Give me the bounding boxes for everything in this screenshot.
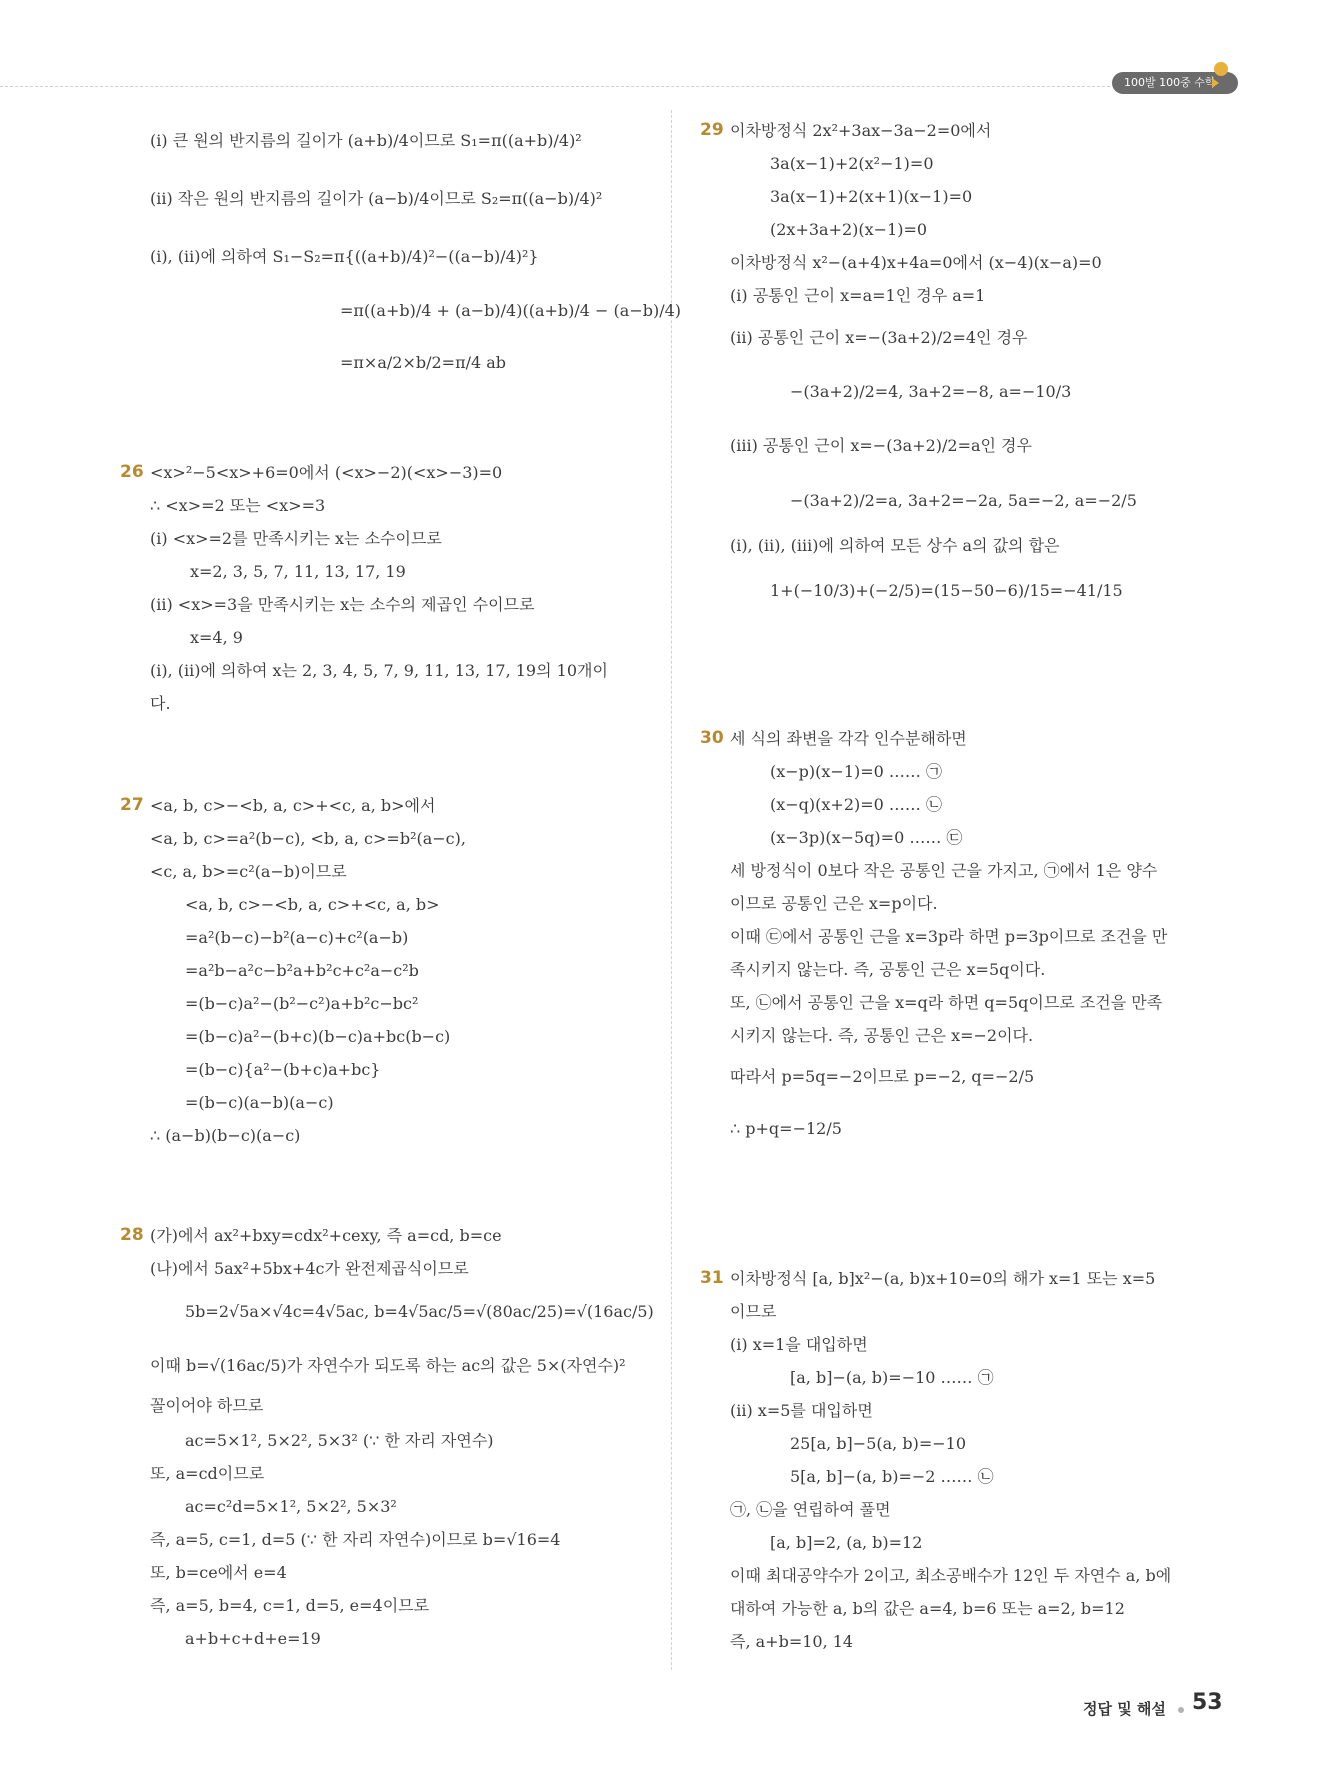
p29-line-5: 이차방정식 x²−(a+4)x+4a=0에서 (x−4)(x−a)=0: [730, 253, 1102, 272]
p26-line-4: x=2, 3, 5, 7, 11, 13, 17, 19: [190, 562, 406, 581]
p26-line-6: x=4, 9: [190, 628, 243, 647]
p27-line-7: =(b−c)a²−(b²−c²)a+b²c−bc²: [185, 994, 419, 1013]
p29-line-10: −(3a+2)/2=a, 3a+2=−2a, 5a=−2, a=−2/5: [790, 491, 1137, 510]
intro-line-3: (ⅰ), (ⅱ)에 의하여 S₁−S₂=π{((a+b)/4)²−((a−b)/4)²}: [150, 247, 539, 266]
p29-line-1: 이차방정식 2x²+3ax−3a−2=0에서: [730, 121, 992, 140]
p27-line-11: ∴ (a−b)(b−c)(a−c): [150, 1126, 301, 1145]
p28-line-1: (가)에서 ax²+bxy=cdx²+cexy, 즉 a=cd, b=ce: [150, 1226, 502, 1245]
footer-dot-icon: [1178, 1707, 1184, 1713]
page-number: 53: [1192, 1690, 1223, 1715]
p28-line-7: 또, a=cd이므로: [150, 1464, 265, 1483]
book-title-badge: 100발 100중 수학: [1112, 72, 1238, 94]
p28-line-8: ac=c²d=5×1², 5×2², 5×3²: [185, 1497, 397, 1516]
p28-line-9: 즉, a=5, c=1, d=5 (∵ 한 자리 자연수)이므로 b=√16=4: [150, 1530, 561, 1549]
p31-line-10: 이때 최대공약수가 2이고, 최소공배수가 12인 두 자연수 a, b에: [730, 1566, 1172, 1585]
badge-arrow-icon: [1212, 78, 1219, 88]
p27-line-1: <a, b, c>−<b, a, c>+<c, a, b>에서: [150, 796, 436, 815]
p29-line-9: (ⅲ) 공통인 근이 x=−(3a+2)/2=a인 경우: [730, 436, 1032, 455]
footer-section-label: 정답 및 해설: [1083, 1700, 1166, 1718]
p30-line-8: 족시키지 않는다. 즉, 공통인 근은 x=5q이다.: [730, 960, 1046, 979]
p27-line-10: =(b−c)(a−b)(a−c): [185, 1093, 334, 1112]
badge-dot-icon: [1214, 62, 1228, 76]
p30-line-2: (x−p)(x−1)=0 …… ㉠: [770, 762, 943, 781]
p29-line-8: −(3a+2)/2=4, 3a+2=−8, a=−10/3: [790, 382, 1072, 401]
p26-line-1: <x>²−5<x>+6=0에서 (<x>−2)(<x>−3)=0: [150, 463, 503, 482]
p28-line-2: (나)에서 5ax²+5bx+4c가 완전제곱식이므로: [150, 1259, 469, 1278]
problem-28-number: 28: [120, 1225, 144, 1245]
p31-line-7: 5[a, b]−(a, b)=−2 …… ㉡: [790, 1467, 994, 1486]
p28-line-4: 이때 b=√(16ac/5)가 자연수가 되도록 하는 ac의 값은 5×(자연수)²: [150, 1356, 626, 1375]
p30-line-1: 세 식의 좌변을 각각 인수분해하면: [730, 729, 967, 748]
p29-line-7: (ⅱ) 공통인 근이 x=−(3a+2)/2=4인 경우: [730, 328, 1028, 347]
p29-line-12: 1+(−10/3)+(−2/5)=(15−50−6)/15=−41/15: [770, 581, 1123, 600]
p31-line-12: 즉, a+b=10, 14: [730, 1632, 854, 1651]
intro-line-5: =π×a/2×b/2=π/4 ab: [340, 353, 507, 372]
p30-line-11: 따라서 p=5q=−2이므로 p=−2, q=−2/5: [730, 1067, 1035, 1086]
p28-line-12: a+b+c+d+e=19: [185, 1629, 321, 1648]
p26-line-2: ∴ <x>=2 또는 <x>=3: [150, 496, 326, 515]
p30-line-5: 세 방정식이 0보다 작은 공통인 근을 가지고, ㉠에서 1은 양수: [730, 861, 1158, 880]
p29-line-11: (ⅰ), (ⅱ), (ⅲ)에 의하여 모든 상수 a의 값의 합은: [730, 536, 1060, 555]
p29-line-3: 3a(x−1)+2(x+1)(x−1)=0: [770, 187, 973, 206]
p29-line-6: (ⅰ) 공통인 근이 x=a=1인 경우 a=1: [730, 286, 986, 305]
p30-line-3: (x−q)(x+2)=0 …… ㉡: [770, 795, 943, 814]
p27-line-3: <c, a, b>=c²(a−b)이므로: [150, 862, 347, 881]
p27-line-9: =(b−c){a²−(b+c)a+bc}: [185, 1060, 381, 1079]
p28-line-5: 꼴이어야 하므로: [150, 1396, 264, 1415]
p31-line-11: 대하여 가능한 a, b의 값은 a=4, b=6 또는 a=2, b=12: [730, 1599, 1125, 1618]
p31-line-8: ㉠, ㉡을 연립하여 풀면: [730, 1500, 891, 1519]
p27-line-5: =a²(b−c)−b²(a−c)+c²(a−b): [185, 928, 409, 947]
p26-line-8: 다.: [150, 694, 171, 713]
intro-line-2: (ⅱ) 작은 원의 반지름의 길이가 (a−b)/4이므로 S₂=π((a−b)/4)²: [150, 189, 603, 208]
p31-line-9: [a, b]=2, (a, b)=12: [770, 1533, 923, 1552]
p26-line-5: (ⅱ) <x>=3을 만족시키는 x는 소수의 제곱인 수이므로: [150, 595, 535, 614]
p28-line-6: ac=5×1², 5×2², 5×3² (∵ 한 자리 자연수): [185, 1431, 494, 1450]
p31-line-5: (ⅱ) x=5를 대입하면: [730, 1401, 873, 1420]
p30-line-12: ∴ p+q=−12/5: [730, 1119, 842, 1138]
problem-31-number: 31: [700, 1268, 724, 1288]
p31-line-3: (ⅰ) x=1을 대입하면: [730, 1335, 868, 1354]
p30-line-6: 이므로 공통인 근은 x=p이다.: [730, 894, 938, 913]
p28-line-11: 즉, a=5, b=4, c=1, d=5, e=4이므로: [150, 1596, 430, 1615]
p30-line-10: 시키지 않는다. 즉, 공통인 근은 x=−2이다.: [730, 1026, 1034, 1045]
p28-line-10: 또, b=ce에서 e=4: [150, 1563, 287, 1582]
p30-line-7: 이때 ㉢에서 공통인 근을 x=3p라 하면 p=3p이므로 조건을 만: [730, 927, 1168, 946]
p31-line-4: [a, b]−(a, b)=−10 …… ㉠: [790, 1368, 994, 1387]
p28-line-3: 5b=2√5a×√4c=4√5ac, b=4√5ac/5=√(80ac/25)=√(16ac/5): [185, 1302, 654, 1321]
intro-line-1: (ⅰ) 큰 원의 반지름의 길이가 (a+b)/4이므로 S₁=π((a+b)/4)²: [150, 131, 582, 150]
column-divider: [671, 110, 672, 1670]
problem-26-number: 26: [120, 462, 144, 482]
p29-line-2: 3a(x−1)+2(x²−1)=0: [770, 154, 934, 173]
p30-line-4: (x−3p)(x−5q)=0 …… ㉢: [770, 828, 963, 847]
p26-line-3: (ⅰ) <x>=2를 만족시키는 x는 소수이므로: [150, 529, 442, 548]
p30-line-9: 또, ㉡에서 공통인 근을 x=q라 하면 q=5q이므로 조건을 만족: [730, 993, 1163, 1012]
p31-line-1: 이차방정식 [a, b]x²−(a, b)x+10=0의 해가 x=1 또는 x=5: [730, 1269, 1156, 1288]
p27-line-6: =a²b−a²c−b²a+b²c+c²a−c²b: [185, 961, 419, 980]
p26-line-7: (ⅰ), (ⅱ)에 의하여 x는 2, 3, 4, 5, 7, 9, 11, 13, 17, 19의 10개이: [150, 661, 608, 680]
p27-line-8: =(b−c)a²−(b+c)(b−c)a+bc(b−c): [185, 1027, 451, 1046]
p27-line-4: <a, b, c>−<b, a, c>+<c, a, b>: [185, 895, 440, 914]
problem-27-number: 27: [120, 795, 144, 815]
problem-30-number: 30: [700, 728, 724, 748]
p27-line-2: <a, b, c>=a²(b−c), <b, a, c>=b²(a−c),: [150, 829, 466, 848]
p29-line-4: (2x+3a+2)(x−1)=0: [770, 220, 928, 239]
intro-line-4: =π((a+b)/4 + (a−b)/4)((a+b)/4 − (a−b)/4): [340, 301, 682, 320]
p31-line-6: 25[a, b]−5(a, b)=−10: [790, 1434, 966, 1453]
p31-line-2: 이므로: [730, 1302, 777, 1321]
header-divider: [0, 86, 1110, 87]
problem-29-number: 29: [700, 120, 724, 140]
